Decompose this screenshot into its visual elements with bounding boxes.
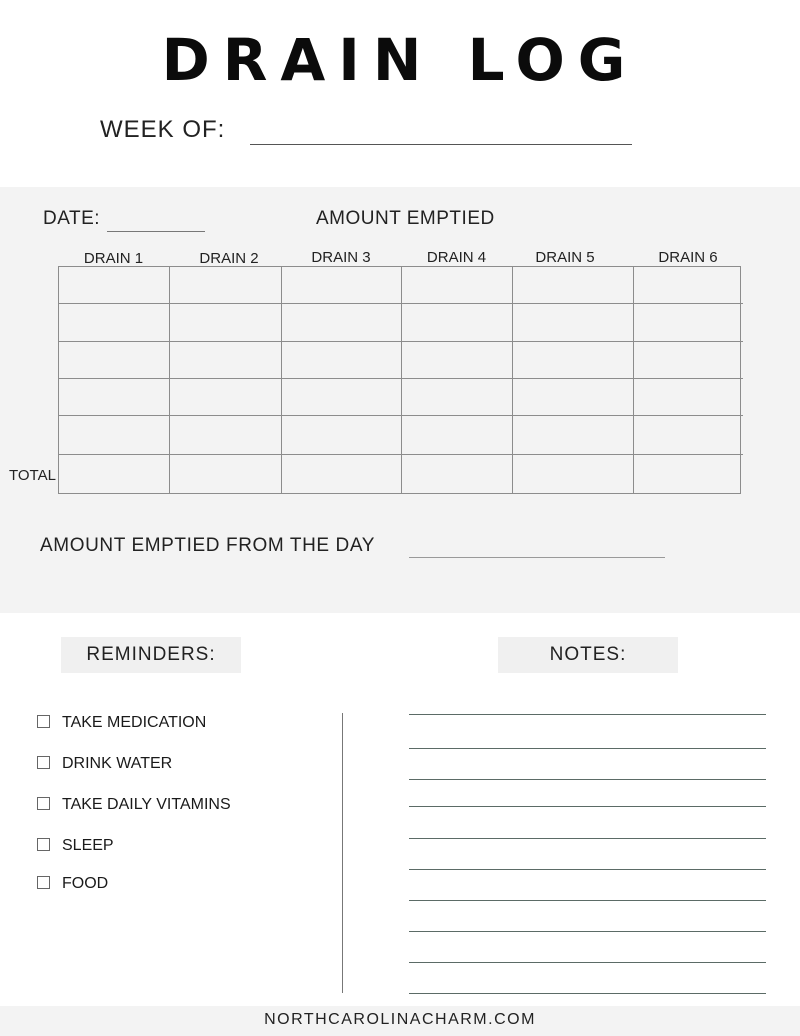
reminder-item[interactable] (37, 796, 231, 814)
date-field[interactable] (107, 231, 205, 232)
week-of-field[interactable] (250, 144, 632, 145)
table-column-divider (281, 266, 282, 494)
reminder-label: FOOD (62, 875, 109, 892)
reminder-item[interactable] (37, 837, 114, 855)
reminder-item[interactable] (37, 714, 206, 732)
footer-website: NORTHCAROLINACHARM.COM (264, 1011, 536, 1028)
total-row-label: TOTAL (9, 467, 56, 484)
note-line[interactable] (409, 779, 766, 780)
note-line[interactable] (409, 806, 766, 807)
reminder-item[interactable] (37, 875, 108, 893)
note-line[interactable] (409, 869, 766, 870)
amount-day-label: AMOUNT EMPTIED FROM THE DAY (40, 535, 375, 556)
checkbox[interactable] (37, 876, 50, 889)
week-of-label: WEEK OF: (100, 116, 226, 143)
column-header-drain-2: DRAIN 2 (199, 250, 259, 267)
column-header-drain-4: DRAIN 4 (426, 249, 487, 266)
column-header-drain-6: DRAIN 6 (658, 249, 718, 266)
checkbox[interactable] (37, 838, 50, 851)
table-column-divider (401, 266, 402, 494)
date-label: DATE: (43, 208, 101, 229)
checkbox[interactable] (37, 715, 50, 728)
page-title: DRAIN LOG (161, 26, 639, 94)
note-line[interactable] (409, 962, 766, 963)
reminders-heading: REMINDERS: (61, 637, 241, 673)
note-line[interactable] (409, 993, 766, 994)
column-header-drain-5: DRAIN 5 (535, 249, 595, 266)
table-column-divider (169, 266, 170, 494)
reminder-item[interactable] (37, 755, 172, 773)
table-row-divider (58, 415, 743, 416)
column-header-drain-3: DRAIN 3 (311, 249, 371, 266)
note-line[interactable] (409, 931, 766, 932)
notes-heading: NOTES: (498, 637, 678, 673)
table-row-divider (58, 454, 743, 455)
amount-emptied-heading: AMOUNT EMPTIED (316, 208, 495, 229)
drain-table[interactable] (58, 266, 741, 494)
reminder-label: DRINK WATER (62, 755, 173, 772)
reminder-label: TAKE MEDICATION (62, 714, 207, 731)
note-line[interactable] (409, 714, 766, 715)
checkbox[interactable] (37, 797, 50, 810)
reminder-label: TAKE DAILY VITAMINS (62, 796, 231, 813)
section-divider (342, 713, 343, 993)
table-row-divider (58, 303, 743, 304)
table-column-divider (512, 266, 513, 494)
table-row-divider (58, 378, 743, 379)
reminder-label: SLEEP (62, 837, 114, 854)
amount-day-field[interactable] (409, 557, 665, 558)
table-column-divider (633, 266, 634, 494)
table-row-divider (58, 341, 743, 342)
note-line[interactable] (409, 838, 766, 839)
note-line[interactable] (409, 748, 766, 749)
column-header-drain-1: DRAIN 1 (83, 250, 144, 267)
note-line[interactable] (409, 900, 766, 901)
checkbox[interactable] (37, 756, 50, 769)
